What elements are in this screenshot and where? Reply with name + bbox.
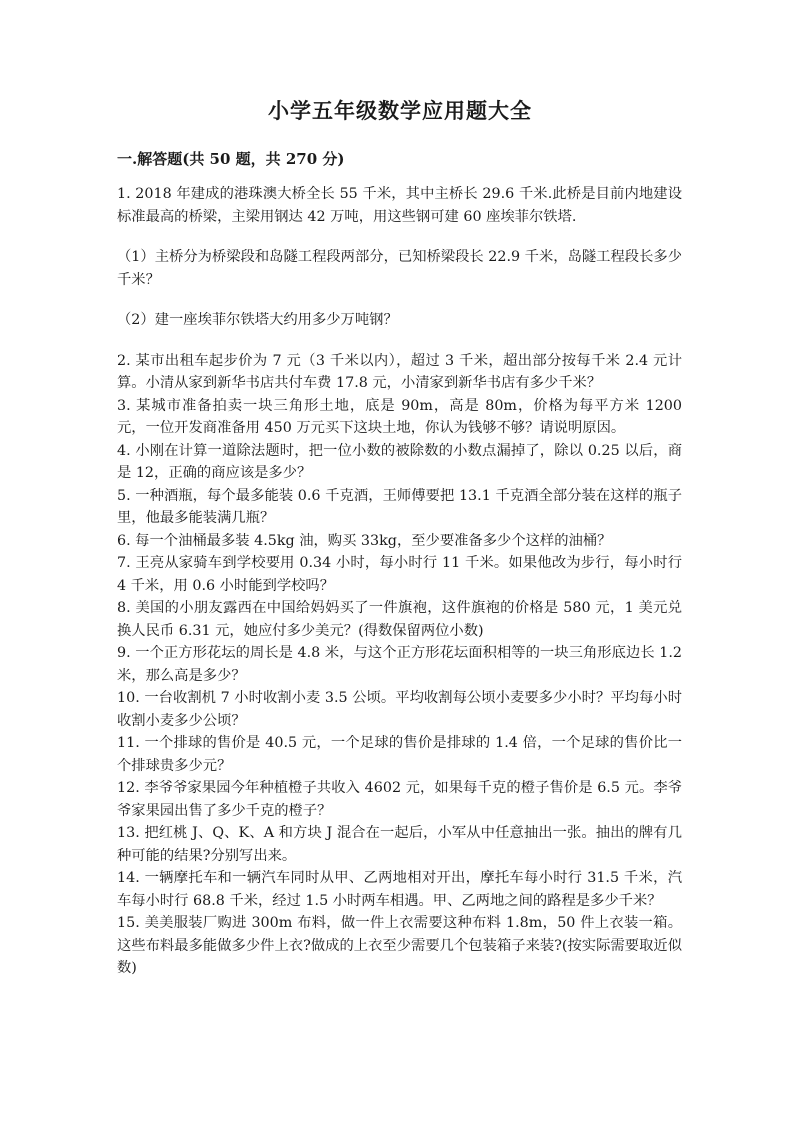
question-item: 2. 某市出租车起步价为 7 元（3 千米以内），超过 3 千米，超出部分按每千米 2.4 元计算。小清从家到新华书店共付车费 17.8 元，小清家到新华书店有多少千米？ (117, 352, 682, 391)
question-item: 13. 把红桃 J、Q、K、A 和方块 J 混合在一起后，小军从中任意抽出一张。抽出的牌有几种可能的结果?分别写出来。 (117, 825, 682, 864)
question-item: 11. 一个排球的售价是 40.5 元，一个足球的售价是排球的 1.4 倍，一个足球的售价比一个排球贵多少元？ (117, 735, 682, 774)
questions-body (117, 183, 682, 980)
question-item: 5. 一种酒瓶，每个最多能装 0.6 千克酒，王师傅要把 13.1 千克酒全部分装在这样的瓶子里，他最多能装满几瓶？ (117, 487, 682, 526)
section-heading: 一.解答题(共 50 题，共 270 分) (117, 150, 345, 168)
question-1: 1. 2018 年建成的港珠澳大桥全长 55 千米，其中主桥长 29.6 千米.此桥是目前内地建设标准最高的桥梁，主梁用钢达 42 万吨，用这些钢可建 60 座埃菲尔铁塔. (117, 186, 682, 225)
question-list (117, 350, 682, 980)
question-item: 14. 一辆摩托车和一辆汽车同时从甲、乙两地相对开出，摩托车每小时行 31.5 千米，汽车每小时行 68.8 千米，经过 1.5 小时两车相遇。甲、乙两地之间的路程是多少千米？ (117, 870, 682, 909)
question-item: 6. 每一个油桶最多装 4.5kg 油，购买 33kg，至少要准备多少个这样的油桶？ (117, 532, 612, 549)
question-item: 7. 王亮从家骑车到学校要用 0.34 小时，每小时行 11 千米。如果他改为步行，每小时行 4 千米，用 0.6 小时能到学校吗？ (117, 555, 682, 594)
question-1-part-1: （1）主桥分为桥梁段和岛隧工程段两部分，已知桥梁段长 22.9 千米，岛隧工程段长多少千米？ (117, 249, 682, 288)
question-item: 15. 美美服装厂购进 300m 布料，做一件上衣需要这种布料 1.8m，50 件上衣装一箱。这些布料最多能做多少件上衣?做成的上衣至少需要几个包装箱子来装?(按实际需要取近似数) (117, 915, 682, 976)
document-title: 小学五年级数学应用题大全 (268, 98, 532, 123)
question-item: 4. 小刚在计算一道除法题时，把一位小数的被除数的小数点漏掉了，除以 0.25 以后，商是 12，正确的商应该是多少？ (117, 442, 682, 481)
question-item: 12. 李爷爷家果园今年种植橙子共收入 4602 元，如果每千克的橙子售价是 6.5 元。李爷爷家果园出售了多少千克的橙子？ (117, 780, 682, 819)
question-item: 3. 某城市准备拍卖一块三角形土地，底是 90m，高是 80m，价格为每平方米 1200 元，一位开发商准备用 450 万元买下这块土地，你认为钱够不够？请说明原因。 (117, 397, 682, 436)
question-item: 8. 美国的小朋友露西在中国给妈妈买了一件旗袍，这件旗袍的价格是 580 元，1 美元兑换人民币 6.31 元，她应付多少美元？(得数保留两位小数) (117, 600, 682, 639)
question-item: 9. 一个正方形花坛的周长是 4.8 米，与这个正方形花坛面积相等的一块三角形底边长 1.2 米，那么高是多少？ (117, 645, 682, 684)
question-item: 10. 一台收割机 7 小时收割小麦 3.5 公顷。平均收割每公顷小麦要多少小时？平均每小时收割小麦多少公顷？ (117, 690, 682, 729)
question-1-part-2: （2）建一座埃菲尔铁塔大约用多少万吨钢？ (117, 312, 398, 328)
